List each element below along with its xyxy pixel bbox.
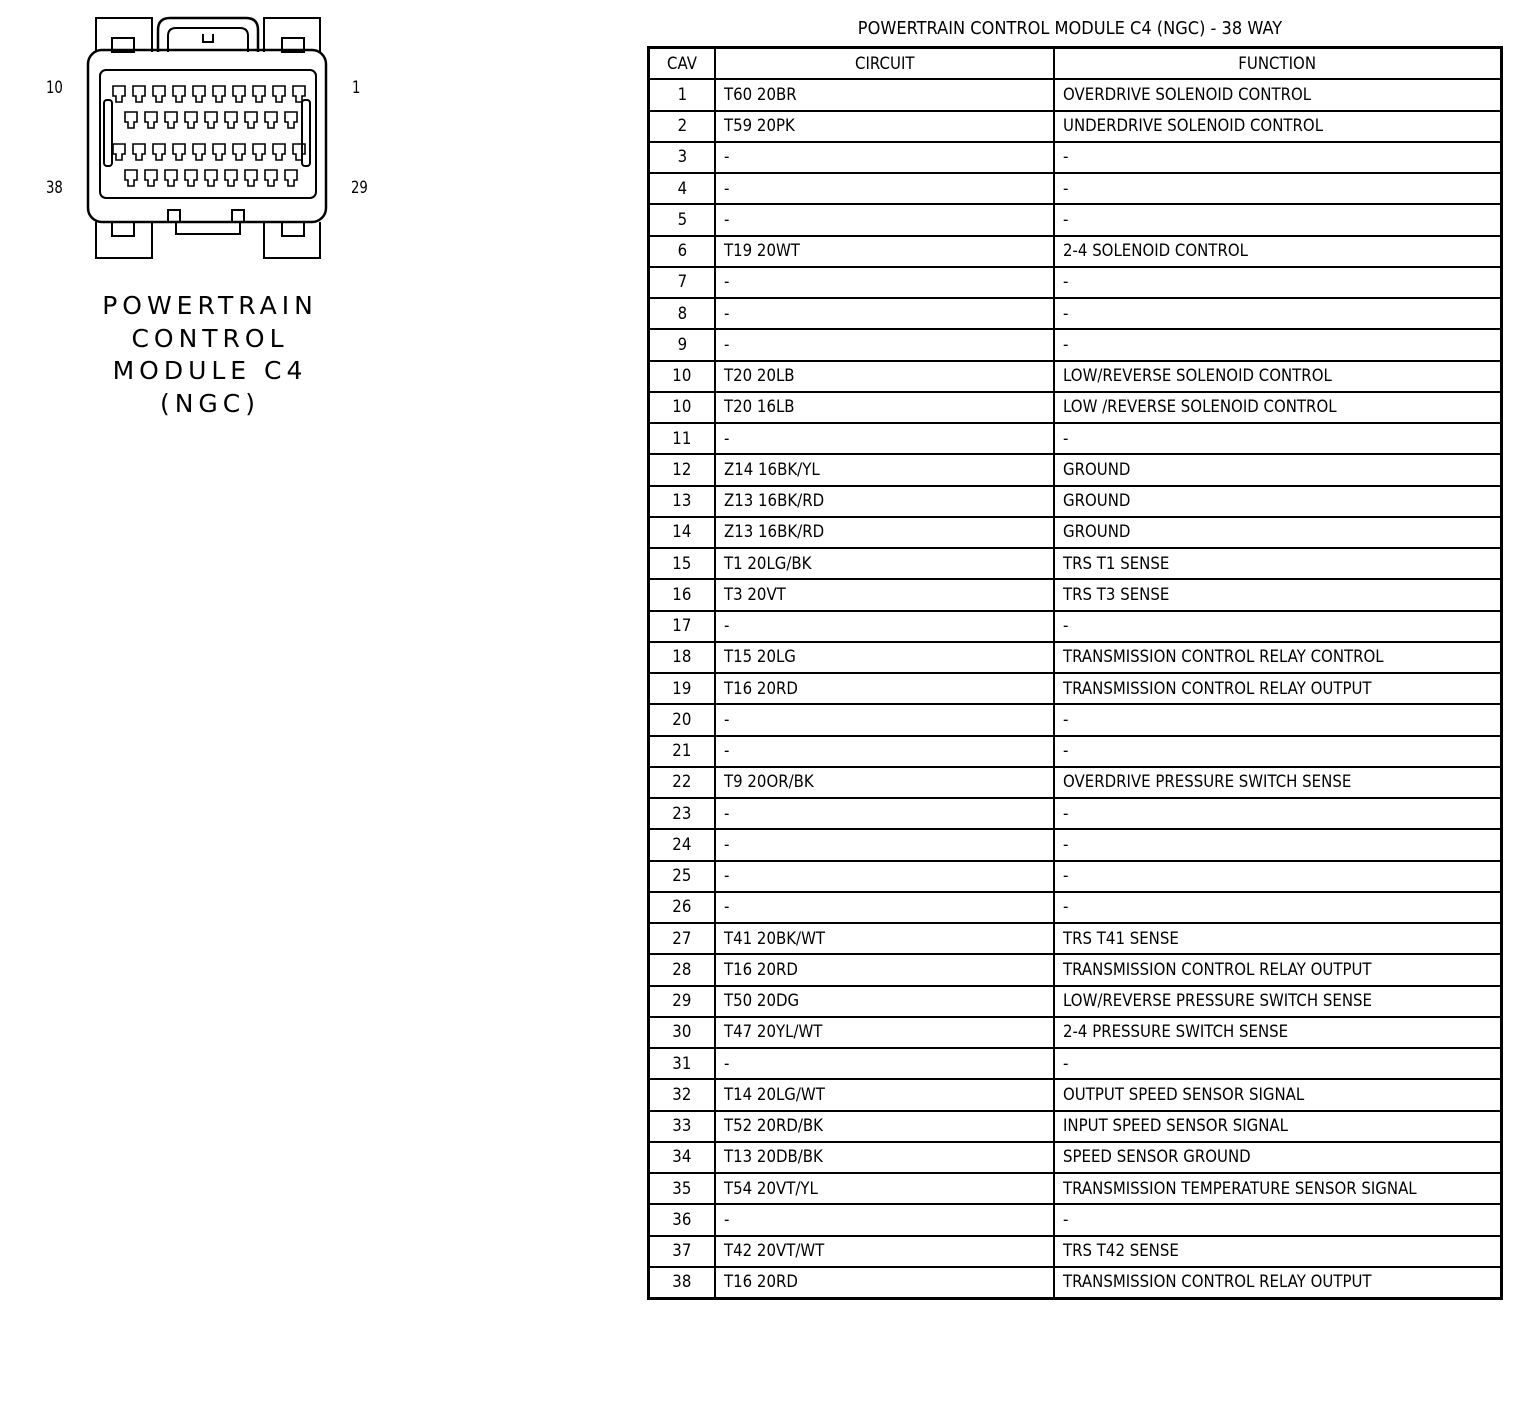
table-header-row xyxy=(649,48,1502,80)
table-row xyxy=(649,1048,1502,1079)
cell-function: - xyxy=(1054,861,1502,892)
table-row xyxy=(649,517,1502,548)
pin-38-label: 38 xyxy=(46,178,63,198)
cell-circuit: T42 20VT/WT xyxy=(715,1236,1054,1267)
table-row xyxy=(649,736,1502,767)
table-row xyxy=(649,1204,1502,1235)
cell-function: GROUND xyxy=(1054,517,1502,548)
cell-cav: 32 xyxy=(649,1079,716,1110)
cell-function: - xyxy=(1054,267,1502,298)
cell-function: TRS T41 SENSE xyxy=(1054,923,1502,954)
table-row xyxy=(649,642,1502,673)
cell-function: TRANSMISSION CONTROL RELAY OUTPUT xyxy=(1054,954,1502,985)
cell-cav: 28 xyxy=(649,954,716,985)
cell-function: - xyxy=(1054,423,1502,454)
cell-circuit: - xyxy=(715,298,1054,329)
cell-cav: 19 xyxy=(649,673,716,704)
cell-function: - xyxy=(1054,892,1502,923)
cell-function: - xyxy=(1054,704,1502,735)
cell-cav: 5 xyxy=(649,204,716,235)
terminal-cavity xyxy=(165,112,177,128)
cell-circuit: - xyxy=(715,1048,1054,1079)
table-row xyxy=(649,111,1502,142)
terminal-cavity xyxy=(285,170,297,186)
cell-cav: 8 xyxy=(649,298,716,329)
cell-circuit: - xyxy=(715,1204,1054,1235)
table-row xyxy=(649,673,1502,704)
table-row xyxy=(649,204,1502,235)
cell-function: LOW /REVERSE SOLENOID CONTROL xyxy=(1054,392,1502,423)
cell-circuit: - xyxy=(715,267,1054,298)
cell-function: - xyxy=(1054,798,1502,829)
terminal-cavity xyxy=(213,144,225,160)
terminal-cavity xyxy=(213,86,225,102)
cell-cav: 10 xyxy=(649,361,716,392)
header-cav: CAV xyxy=(649,48,716,80)
terminal-cavity xyxy=(253,86,265,102)
table-row xyxy=(649,954,1502,985)
cell-circuit: T16 20RD xyxy=(715,1267,1054,1299)
connector-caption xyxy=(60,290,360,420)
terminal-cavity xyxy=(245,112,257,128)
cell-circuit: T59 20PK xyxy=(715,111,1054,142)
table-row xyxy=(649,829,1502,860)
terminal-cavity xyxy=(225,170,237,186)
cell-cav: 18 xyxy=(649,642,716,673)
table-row xyxy=(649,798,1502,829)
terminal-cavity xyxy=(125,170,137,186)
cell-function: - xyxy=(1054,736,1502,767)
cell-function: SPEED SENSOR GROUND xyxy=(1054,1142,1502,1173)
cell-circuit: T20 20LB xyxy=(715,361,1054,392)
cell-circuit: Z14 16BK/YL xyxy=(715,454,1054,485)
cell-cav: 33 xyxy=(649,1111,716,1142)
cell-function: GROUND xyxy=(1054,454,1502,485)
terminal-cavity xyxy=(233,86,245,102)
cell-function: TRANSMISSION CONTROL RELAY CONTROL xyxy=(1054,642,1502,673)
terminal-cavity xyxy=(153,86,165,102)
terminal-cavity xyxy=(273,86,285,102)
cell-circuit: T50 20DG xyxy=(715,986,1054,1017)
table-row xyxy=(649,1236,1502,1267)
cell-cav: 29 xyxy=(649,986,716,1017)
cell-function: OUTPUT SPEED SENSOR SIGNAL xyxy=(1054,1079,1502,1110)
cell-function: - xyxy=(1054,1204,1502,1235)
terminal-cavity xyxy=(173,144,185,160)
cell-circuit: T1 20LG/BK xyxy=(715,548,1054,579)
cell-function: - xyxy=(1054,298,1502,329)
header-function: FUNCTION xyxy=(1054,48,1502,80)
cell-circuit: T13 20DB/BK xyxy=(715,1142,1054,1173)
terminal-cavity xyxy=(293,144,305,160)
terminal-cavity xyxy=(225,112,237,128)
cell-cav: 1 xyxy=(649,79,716,110)
cell-cav: 30 xyxy=(649,1017,716,1048)
terminal-cavity xyxy=(193,86,205,102)
cell-circuit: T16 20RD xyxy=(715,954,1054,985)
terminal-cavity xyxy=(205,112,217,128)
cell-function: TRS T42 SENSE xyxy=(1054,1236,1502,1267)
cell-circuit: - xyxy=(715,611,1054,642)
cell-cav: 23 xyxy=(649,798,716,829)
cell-function: OVERDRIVE SOLENOID CONTROL xyxy=(1054,79,1502,110)
cell-cav: 14 xyxy=(649,517,716,548)
terminal-cavity xyxy=(245,170,257,186)
cell-cav: 6 xyxy=(649,236,716,267)
cell-circuit: T16 20RD xyxy=(715,673,1054,704)
table-row xyxy=(649,1173,1502,1204)
cell-cav: 17 xyxy=(649,611,716,642)
table-row xyxy=(649,236,1502,267)
cell-circuit: T60 20BR xyxy=(715,79,1054,110)
table-row xyxy=(649,267,1502,298)
terminal-cavity xyxy=(125,112,137,128)
table-row xyxy=(649,142,1502,173)
terminal-cavity xyxy=(133,86,145,102)
table-row xyxy=(649,392,1502,423)
cell-circuit: - xyxy=(715,829,1054,860)
cell-cav: 7 xyxy=(649,267,716,298)
cell-function: TRS T1 SENSE xyxy=(1054,548,1502,579)
cell-function: LOW/REVERSE PRESSURE SWITCH SENSE xyxy=(1054,986,1502,1017)
terminal-cavity xyxy=(133,144,145,160)
cell-cav: 10 xyxy=(649,392,716,423)
cell-cav: 11 xyxy=(649,423,716,454)
terminal-cavity xyxy=(285,112,297,128)
cell-circuit: T54 20VT/YL xyxy=(715,1173,1054,1204)
table-row xyxy=(649,1111,1502,1142)
cell-circuit: Z13 16BK/RD xyxy=(715,517,1054,548)
cell-cav: 4 xyxy=(649,173,716,204)
cell-circuit: - xyxy=(715,892,1054,923)
cell-function: - xyxy=(1054,329,1502,360)
cell-circuit: - xyxy=(715,704,1054,735)
table-row xyxy=(649,1017,1502,1048)
cell-cav: 27 xyxy=(649,923,716,954)
terminal-cavity xyxy=(113,86,125,102)
table-row xyxy=(649,548,1502,579)
cell-function: INPUT SPEED SENSOR SIGNAL xyxy=(1054,1111,1502,1142)
cell-circuit: T14 20LG/WT xyxy=(715,1079,1054,1110)
table-row xyxy=(649,986,1502,1017)
cell-cav: 36 xyxy=(649,1204,716,1235)
cell-cav: 2 xyxy=(649,111,716,142)
table-row xyxy=(649,923,1502,954)
cell-function: - xyxy=(1054,829,1502,860)
table-row xyxy=(649,423,1502,454)
terminal-cavity xyxy=(173,86,185,102)
table-row xyxy=(649,1142,1502,1173)
cell-circuit: T41 20BK/WT xyxy=(715,923,1054,954)
connector-caption-line: MODULE C4 xyxy=(112,356,308,385)
cell-cav: 35 xyxy=(649,1173,716,1204)
cell-function: UNDERDRIVE SOLENOID CONTROL xyxy=(1054,111,1502,142)
table-row xyxy=(649,454,1502,485)
pinout-table xyxy=(647,46,1503,1300)
cell-circuit: - xyxy=(715,423,1054,454)
cell-cav: 16 xyxy=(649,579,716,610)
terminal-cavity xyxy=(153,144,165,160)
table-row xyxy=(649,1267,1502,1299)
cell-cav: 34 xyxy=(649,1142,716,1173)
pin-10-label: 10 xyxy=(46,78,63,98)
cell-cav: 22 xyxy=(649,767,716,798)
cell-circuit: T47 20YL/WT xyxy=(715,1017,1054,1048)
cell-function: OVERDRIVE PRESSURE SWITCH SENSE xyxy=(1054,767,1502,798)
table-row xyxy=(649,79,1502,110)
terminal-cavity xyxy=(185,170,197,186)
header-circuit: CIRCUIT xyxy=(715,48,1054,80)
cell-function: TRS T3 SENSE xyxy=(1054,579,1502,610)
table-row xyxy=(649,579,1502,610)
table-row xyxy=(649,298,1502,329)
terminal-cavity xyxy=(273,144,285,160)
cell-function: - xyxy=(1054,1048,1502,1079)
cell-cav: 26 xyxy=(649,892,716,923)
cell-cav: 9 xyxy=(649,329,716,360)
table-row xyxy=(649,767,1502,798)
cell-circuit: - xyxy=(715,204,1054,235)
cell-cav: 37 xyxy=(649,1236,716,1267)
cell-function: - xyxy=(1054,204,1502,235)
cell-circuit: T9 20OR/BK xyxy=(715,767,1054,798)
cell-circuit: - xyxy=(715,329,1054,360)
cell-function: TRANSMISSION TEMPERATURE SENSOR SIGNAL xyxy=(1054,1173,1502,1204)
connector-caption-line: POWERTRAIN xyxy=(102,291,318,320)
terminal-cavity xyxy=(145,112,157,128)
cell-circuit: T15 20LG xyxy=(715,642,1054,673)
connector-caption-line: CONTROL xyxy=(131,323,289,353)
cell-function: - xyxy=(1054,173,1502,204)
cell-cav: 38 xyxy=(649,1267,716,1299)
cell-cav: 20 xyxy=(649,704,716,735)
terminal-cavity xyxy=(233,144,245,160)
cell-circuit: - xyxy=(715,142,1054,173)
table-row xyxy=(649,892,1502,923)
cell-circuit: T19 20WT xyxy=(715,236,1054,267)
cell-cav: 3 xyxy=(649,142,716,173)
cell-function: TRANSMISSION CONTROL RELAY OUTPUT xyxy=(1054,1267,1502,1299)
terminal-cavity xyxy=(145,170,157,186)
cell-function: TRANSMISSION CONTROL RELAY OUTPUT xyxy=(1054,673,1502,704)
pin-1-label: 1 xyxy=(352,78,361,98)
cell-circuit: - xyxy=(715,798,1054,829)
cell-function: - xyxy=(1054,611,1502,642)
cell-circuit: T3 20VT xyxy=(715,579,1054,610)
cell-cav: 25 xyxy=(649,861,716,892)
terminal-cavity xyxy=(113,144,125,160)
cell-circuit: Z13 16BK/RD xyxy=(715,486,1054,517)
terminal-cavity xyxy=(265,170,277,186)
cell-function: 2-4 SOLENOID CONTROL xyxy=(1054,236,1502,267)
cell-circuit: - xyxy=(715,173,1054,204)
table-row xyxy=(649,486,1502,517)
cell-function: LOW/REVERSE SOLENOID CONTROL xyxy=(1054,361,1502,392)
terminal-cavity xyxy=(165,170,177,186)
cell-circuit: - xyxy=(715,861,1054,892)
terminal-cavity xyxy=(253,144,265,160)
table-row xyxy=(649,704,1502,735)
table-row xyxy=(649,611,1502,642)
cell-function: GROUND xyxy=(1054,486,1502,517)
terminal-cavity xyxy=(205,170,217,186)
cell-function: - xyxy=(1054,142,1502,173)
table-row xyxy=(649,361,1502,392)
cell-cav: 15 xyxy=(649,548,716,579)
cell-cav: 31 xyxy=(649,1048,716,1079)
table-title: POWERTRAIN CONTROL MODULE C4 (NGC) - 38 WAY xyxy=(857,18,1283,39)
terminal-cavity xyxy=(193,144,205,160)
cell-function: 2-4 PRESSURE SWITCH SENSE xyxy=(1054,1017,1502,1048)
table-row xyxy=(649,173,1502,204)
cell-cav: 12 xyxy=(649,454,716,485)
table-row xyxy=(649,329,1502,360)
table-row xyxy=(649,1079,1502,1110)
terminal-cavity xyxy=(185,112,197,128)
pin-29-label: 29 xyxy=(351,178,368,198)
table-row xyxy=(649,861,1502,892)
cell-cav: 21 xyxy=(649,736,716,767)
cell-cav: 13 xyxy=(649,486,716,517)
cell-circuit: T20 16LB xyxy=(715,392,1054,423)
cell-circuit: T52 20RD/BK xyxy=(715,1111,1054,1142)
connector-face-diagram xyxy=(40,10,350,270)
cell-circuit: - xyxy=(715,736,1054,767)
cell-cav: 24 xyxy=(649,829,716,860)
terminal-cavity xyxy=(265,112,277,128)
connector-caption-line: (NGC) xyxy=(159,388,261,418)
